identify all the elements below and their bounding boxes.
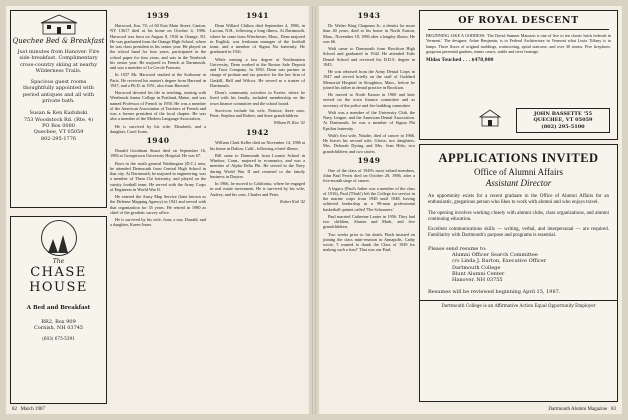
royal-descent-ad [419,10,618,140]
right-column-1 [323,9,415,401]
chase-name: CHASE [30,265,87,280]
royal-text: BEGINNING LIKE A GODDESS: 'The David Sumner Mansion is one of five to ten classic brick federals in Vermont.' The designer, Asher Benjamin, is to Federal Architecture in Vermont what Louis Tiffany is to lamps. Three floors of original moldings, wainscoting, spiral staircase, and over 30 rooms. Five fireplaces, gorgeous perennial gardens, tennis courts, stable and river frontage. [426,33,611,55]
class-note-1942 [210,128,305,204]
paragraph: Walt was a member of the University Club, the Navy League, and the American Dental Association. At Dartmouth, he was a member of Sigma Phi Epsilon fraternity. [323,109,415,131]
paragraph: William Clark Keller died on November 14, 1986 at his home in Dalton, Calif., following a brief illness. [210,140,305,151]
year-heading: 1949 [357,155,381,165]
divider [428,29,609,30]
paragraph: He is survived by his wife, Elizabeth, and a daughter, Carol Jones. [110,123,206,134]
chase-the: The [52,258,65,265]
apps-role: Assistant Director [485,178,552,188]
left-column-2 [110,9,206,401]
quechee-tagline: Just minutes from Hanover. Fire side breakfast. Complimentary cross-country skiing at nearby Wilderness Trails. [17,49,100,74]
paragraph: He is survived by his wife, Joan; a son, Donald; and a daughter, Karen Jones. [110,217,206,228]
paragraph: A legacy (Paul's father was a member of the class of 1916), Paul ('Flash') left the College for service in the marine corps from 1946 until 1948, having achieved leadership in a 98-man professional basketball quintet called 'The Schooners.' [323,185,415,212]
class-note-1943 [323,11,415,154]
paragraph: He entered the Army Map Service (later known as the Defense Mapping Agency) in 1941 and served with that organization for 35 years. He retired in 1980 as chief of the geodetic survey office. [110,194,206,215]
right-page [319,6,622,414]
paragraph: One of the class of 1949's most valued members, John Paul Ferris died on October 20, 1986, after a five-month siege of cancer. [323,167,415,184]
paragraph: In 1937 Mr. Harwood studied at the Sorbonne in Paris. He received his master's degree from Harvard in 1947, and a Ph.D. in 1951, also from Harvard. [110,72,206,88]
issue-date: March 1987 [20,407,46,412]
apps-address-5: Hanover, NH 03755 [452,277,503,284]
signature: William H. Rice '41 [273,120,305,126]
chase-address-1: RR2, Box 909 [41,319,76,325]
apps-address-1: Alumni Officer Search Committee [452,252,538,259]
apps-send-to: Please send resume to: [428,245,487,252]
left-page [6,6,309,414]
apps-paragraph-2: The opening involves working closely with alumni clubs, class organizations, and alumni continuing education. [428,210,609,222]
paragraph: Dr. Walter King Chapman Jr., a dentist for more than 40 years, died at his home in North Easton, Mass., November 18, 1986 after a lengthy illness. He was 66. [323,23,415,44]
house-icon [478,109,502,127]
class-note-1941 [210,11,305,125]
year-heading: 1940 [146,136,170,145]
paragraph: Survivors include his wife, Patricia; three sons, Peter, Stephen and Robert; and three grandchildren. [210,107,305,118]
year-heading: 1941 [246,11,269,20]
chase-name-2: HOUSE [29,280,88,295]
house-illustration [35,13,83,35]
apps-address-3: Dartmouth College [452,264,501,271]
left-column-3 [210,9,305,401]
divider [420,300,617,301]
royal-contact-phone: (802) 295-5100 [541,123,585,130]
paragraph: Paul married Catherine Lanter in 1956. They had two children, Sharon and Mark, and five grandchildren. [323,213,415,230]
apps-deadline: Resumes will be reviewed beginning April 15, 1987. [428,288,561,295]
folio-number: 83 [611,407,616,412]
page-gutter [312,6,316,414]
apps-paragraph-1: An opportunity exists for a recent graduate in the Office of Alumni Affairs for an enthusiastic, gregarious person who likes to work with alumni and who enjoys travel. [428,194,609,206]
paragraph: Walt came to Dartmouth from Brockton High School and graduated in 1942. He attended Tufts Dental School and received his D.D.S. degree in 1945. [323,46,415,67]
royal-price: Midas Touched . . . $478,000 [426,56,494,62]
apps-address-2: c/o Linda J. Barton, Executive Officer [452,258,547,265]
apps-eeo: Dartmouth College is an Affirmative Action Equal Opportunity Employer [441,302,596,308]
chase-phone: (603) 675-5391 [42,335,75,341]
class-note-1949 [323,156,415,253]
page-footer-right [548,407,616,412]
chase-desc: A Bed and Breakfast [26,305,91,311]
paragraph: He was released from the Army Dental Corps in 1947 and served briefly on the staff of Goddard Memorial Hospital in Stoughton, Mass., before he joined his father in dental practice in Brockton. [323,69,415,90]
apps-paragraph-3: Excellent communications skills — writing, verbal, and interpersonal — are required. Familiarity with Dartmouth's purpose and programs is essential. [428,227,609,239]
house-drawing [35,13,83,35]
class-note-1939 [110,11,206,134]
paragraph: In 1966, he moved to California, where he engaged in real estate investment. He is survived by his wife, Audrey, and his sons, Charles and Peter. [210,181,305,197]
year-heading: 1942 [246,128,269,138]
royal-contact-name: JOHN BASSETTE '55 [533,111,593,118]
paragraph: Dean Willard Chilton died September 4, 1986, in Lacona, N.H., following a long illness. At Dartmouth, where he came from Winchester, Mass., Dean majored in English, was freshman manager of the football team, and a member of Sigma Nu fraternity. He graduated in 1941. [210,23,305,55]
signature: Robert Kirk '42 [280,198,305,204]
applications-ad [419,144,618,402]
folio-number: 82 [12,407,17,412]
paragraph: He moved to North Easton in 1960 and later served on the town finance committee and as secretary of the police and fire building committee. [323,92,415,108]
magazine-title: Dartmouth Alumni Magazine [548,407,608,412]
chase-address-2: Cornish, NH 03745 [33,325,84,332]
paragraph: Bill came to Dartmouth from Loomis School in Windsor, Conn., majored in economics, and was a member of Alpha Delta Phi. He served in the Navy during World War II and returned to the family business in Dayton. [210,152,305,179]
royal-contact-town: QUECHEE, VT 05059 [533,117,593,124]
quechee-owners: Susan & Ken Kadubski [29,110,88,117]
year-heading: 1939 [146,11,170,20]
chase-tree-logo [41,220,77,256]
paragraph: Harwood, Jim, 70, of 60 East Main Street, Canton, NY 13617 died at his home on October 4, 1986. Harwood was born on August 8, 1916 in Orange, NJ. He was graduated from the Orange High School, where he was class president in his senior year. He played on the school band for four years, participated in the school paper for four years, and was in the Yearbook his senior year. He majored in French at Dartmouth, and was a member of Le Cercle Francais. [110,23,206,70]
quechee-blurb: Spacious guest rooms thoughtfully appointed with period antiques and all with private bath. [22,79,95,105]
royal-title: OF ROYAL DESCENT [458,15,579,26]
quechee-address-2: PO Box 0080 [42,122,75,129]
chase-house-ad [10,216,107,404]
paragraph: Harwood devoted his life to teaching, starting with Westbrook Junior College in Portland, Maine, and was named Professor of French in 1950. He was a member of the American Association of Teachers of French and was a former president of the local chapter. He was also a member of the Modern Language Association. [110,90,206,122]
royal-contact-box [516,108,610,133]
quechee-phone: 802-295-1776 [40,135,77,142]
year-heading: 1943 [357,11,381,20]
apps-subtitle: Office of Alumni Affairs [474,167,563,177]
quechee-name: Quechee Bed & Breakfast [12,37,105,45]
quechee-address-3: Quechee, VT 05059 [33,129,84,136]
paragraph: Born in the north general Washington (D.C.) area, he attended Dartmouth from Central High School in that city. At Dartmouth, he majored in engineering, was a member of Theta Chi fraternity, and played on the varsity football team. He served with the Army Corps of Engineers in World War II. [110,160,206,192]
apps-title: APPLICATIONS INVITED [438,151,599,165]
paragraph: Dean's community activities in Exeter, where he lived with his family, included membership on the town finance committee and the school board. [210,90,305,106]
quechee-address-1: 753 Woodstock Rd. (Rte. 4) [23,116,94,123]
class-note-1940 [110,136,206,228]
paragraph: Donald Goodman Stuart died on September 16, 1986 at Georgetown University Hospital. He was 67. [110,148,206,159]
page-footer-left [12,407,45,412]
paragraph: While earning a law degree at Northeastern University, Dean worked at the Boston Safe Deposit and Trust Company. In 1950, Dean was partner in charge of probate and tax practice for the law firm of Gaskill, Hall and Wilcox. He served as a trustee of Dartmouth. [210,56,305,88]
paragraph: Walt's first wife, Natalie, died of cancer in 1966. He leaves his second wife, Gloria; two daughters, Mrs. Deborah Dyring and Mrs. Jean Hilts; two grandchildren; and two sisters. [323,132,415,154]
apps-address-4: Blunt Alumni Center [452,270,505,277]
paragraph: Two weeks prior to his death, Flash insisted on joining the class mini-reunion in Annapolis. Cathy wrote, 'I wanted to thank the Class of 1949 for making such a fuss!' That was our Paul. [323,231,415,253]
quechee-ad [10,10,107,208]
